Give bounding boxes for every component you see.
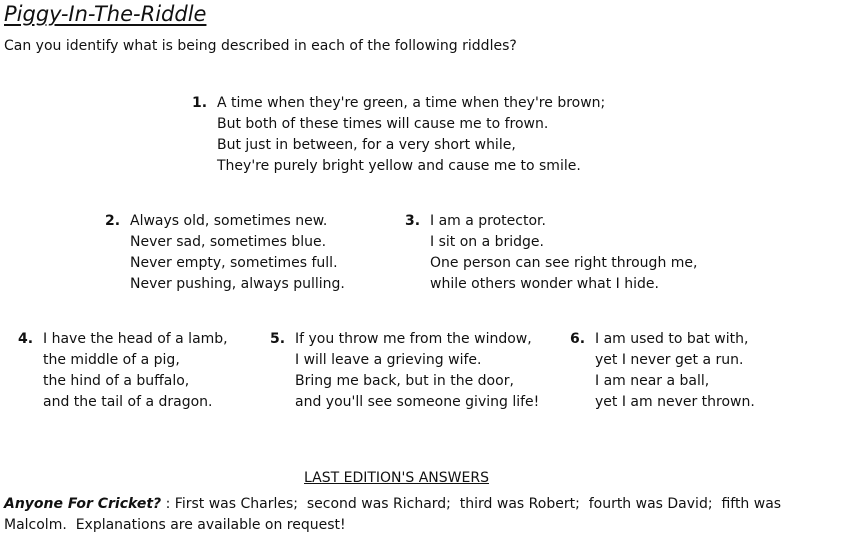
riddle-line: Always old, sometimes new. <box>130 213 328 229</box>
intro-text: Can you identify what is being described in each of the following riddles? <box>4 38 517 54</box>
answers-text: First was Charles; second was Richard; third was Robert; fourth was David; fifth was Malcolm. Explanations are available on request! <box>4 496 786 533</box>
riddle-line: yet I never get a run. <box>595 352 744 368</box>
riddle-line: while others wonder what I hide. <box>430 276 659 292</box>
riddle-line: A time when they're green, a time when they're brown; <box>217 95 606 111</box>
riddle-line: But both of these times will cause me to frown. <box>217 116 549 132</box>
riddle-line: I am near a ball, <box>595 373 710 389</box>
answers-separator: : <box>161 496 175 512</box>
riddle-number: 2. <box>105 213 121 229</box>
riddle-line: and the tail of a dragon. <box>43 394 213 410</box>
answers-label: Anyone For Cricket? <box>4 496 162 512</box>
answers-heading: LAST EDITION'S ANSWERS <box>304 470 489 486</box>
riddle-number: 4. <box>18 331 34 347</box>
riddle-number: 3. <box>405 213 421 229</box>
riddle-line: But just in between, for a very short while, <box>217 137 516 153</box>
riddle-line: I have the head of a lamb, <box>43 331 228 347</box>
riddle-line: Never empty, sometimes full. <box>130 255 338 271</box>
riddle-line: I am a protector. <box>430 213 546 229</box>
riddle-line: I sit on a bridge. <box>430 234 544 250</box>
answers-paragraph <box>4 494 804 536</box>
riddle-5 <box>270 329 539 413</box>
page-title: Piggy-In-The-Riddle <box>4 2 207 26</box>
riddle-6 <box>570 329 755 413</box>
riddle-line: If you throw me from the window, <box>295 331 532 347</box>
riddle-line: Never sad, sometimes blue. <box>130 234 327 250</box>
riddle-number: 5. <box>270 331 286 347</box>
riddle-number: 1. <box>192 95 208 111</box>
riddle-1 <box>192 93 605 177</box>
riddle-line: I am used to bat with, <box>595 331 749 347</box>
riddle-number: 6. <box>570 331 586 347</box>
riddle-line: the middle of a pig, <box>43 352 180 368</box>
riddle-line: One person can see right through me, <box>430 255 698 271</box>
riddle-line: Never pushing, always pulling. <box>130 276 345 292</box>
riddle-line: Bring me back, but in the door, <box>295 373 514 389</box>
riddle-4 <box>18 329 228 413</box>
riddle-line: They're purely bright yellow and cause me to smile. <box>217 158 581 174</box>
riddle-line: and you'll see someone giving life! <box>295 394 540 410</box>
riddle-3 <box>405 211 697 295</box>
riddle-line: the hind of a buffalo, <box>43 373 190 389</box>
riddle-line: yet I am never thrown. <box>595 394 755 410</box>
riddle-line: I will leave a grieving wife. <box>295 352 482 368</box>
riddle-2 <box>105 211 345 295</box>
